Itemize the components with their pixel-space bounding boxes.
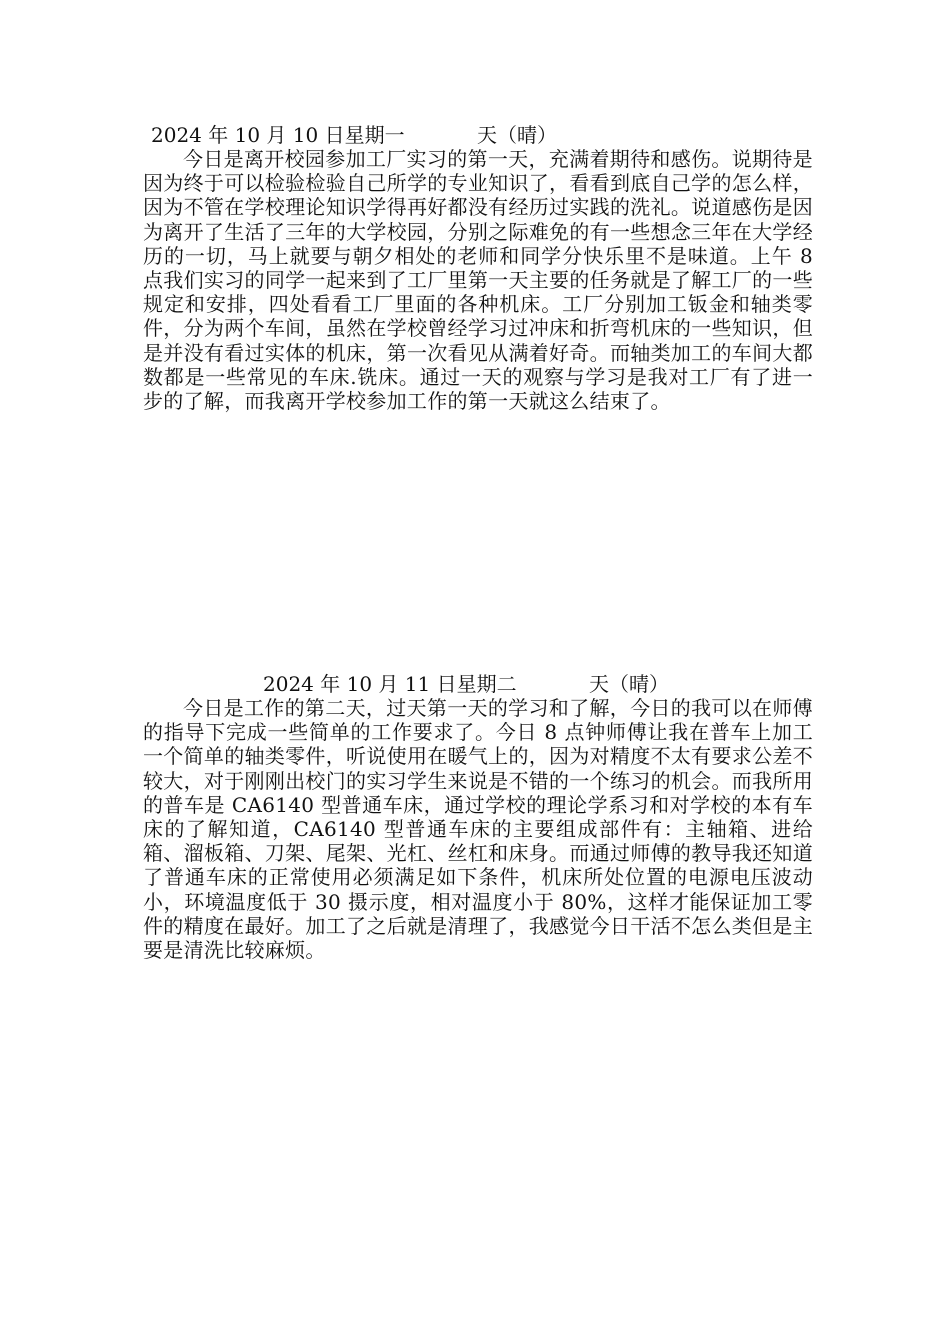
entry-header [143, 122, 813, 149]
entry-weather: 天（晴） [477, 123, 557, 147]
entry-weather: 天（晴） [589, 672, 669, 696]
entry-body: 今日是离开校园参加工厂实习的第一天，充满着期待和感伤。说期待是因为终于可以检验检验自己所学的专业知识了，看看到底自己学的怎么样，因为不管在学校理论知识学得再好都没有经历过实践的洗礼。说道感伤是因为离开了生活了三年的大学校园，分别之际难免的有一些想念三年在大学经历的一切，马上就要与朝夕相处的老师和同学分快乐里不是味道。上午 8 点我们实习的同学一起来到了工厂里第一天主要的任务就是了解工厂的一些规定和安排，四处看看工厂里面的各种机床。工厂分别加工钣金和轴类零件，分为两个车间，虽然在学校曾经学习过冲床和折弯机床的一些知识，但是并没有看过实体的机床，第一次看见从满着好奇。而轴类加工的车间大都数都是一些常见的车床.铣床。通过一天的观察与学习是我对工厂有了进一步的了解，而我离开学校参加工作的第一天就这么结束了。 [143, 147, 813, 414]
entry-header [143, 671, 813, 698]
entry-date: 2024 年 10 月 10 日星期一 [151, 123, 405, 147]
diary-entry [143, 122, 813, 413]
diary-entry [143, 671, 813, 962]
entry-date: 2024 年 10 月 11 日星期二 [263, 672, 517, 696]
entry-body: 今日是工作的第二天，过天第一天的学习和了解，今日的我可以在师傅的指导下完成一些简单的工作要求了。今日 8 点钟师傅让我在普车上加工一个简单的轴类零件，听说使用在暖气上的，因为对精度不太有要求公差不较大，对于刚刚出校门的实习学生来说是不错的一个练习的机会。而我所用的普车是 CA6140 型普通车床，通过学校的理论学系习和对学校的本有车床的了解知道，CA6140 型普通车床的主要组成部件有：主轴箱、进给箱、溜板箱、刀架、尾架、光杠、丝杠和床身。而通过师傅的教导我还知道了普通车床的正常使用必须满足如下条件，机床所处位置的电源电压波动小，环境温度低于 30 摄示度，相对温度小于 80%，这样才能保证加工零件的精度在最好。加工了之后就是清理了，我感觉今日干活不怎么类但是主要是清洗比较麻烦。 [143, 696, 813, 963]
